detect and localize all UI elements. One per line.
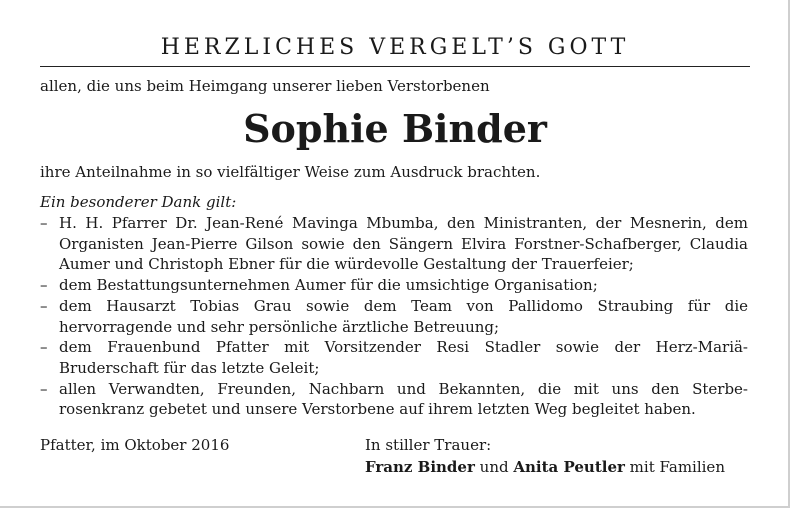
thanks-item-text: H. H. Pfarrer Dr. Jean-René Mavinga Mbumba, den Ministranten, der Mesnerin, dem Organisten Jean-Pierre Gilson sowie den Sängern Elvira Forstner-Schafberger, Claudia Aumer und Christoph Ebner für die würdevolle Gestaltung der Trauerfeier; (59, 214, 748, 274)
list-bullet: – (40, 214, 48, 232)
list-bullet: – (40, 296, 48, 315)
thanks-heading: Ein besonderer Dank gilt: (40, 193, 237, 211)
thanks-item (40, 275, 748, 296)
thanks-item-text: dem Bestattungsunternehmen Aumer für die umsichtige Organisation; (59, 276, 598, 295)
heading-divider (40, 66, 750, 67)
mourners-suffix: mit Familien (629, 458, 725, 476)
intro-text: allen, die uns beim Heimgang unserer lieben Verstorbenen (40, 77, 490, 95)
thanks-item-text: dem Frauenbund Pfatter mit Vorsitzender Resi Stadler sowie der Herz-Mariä-Bruderschaft für das letzte Geleit; (59, 338, 748, 377)
list-bullet: – (40, 338, 48, 357)
list-bullet: – (40, 379, 48, 398)
place-date: Pfatter, im Oktober 2016 (40, 436, 230, 454)
thanks-item (40, 337, 748, 378)
deceased-name: Sophie Binder (243, 106, 547, 151)
thanks-item (40, 296, 748, 337)
mourners-connector: und (479, 458, 509, 476)
closing-text: ihre Anteilnahme in so vielfältiger Weise zum Ausdruck brachten. (40, 163, 541, 181)
mourner-name-1: Franz Binder (365, 458, 475, 476)
thanks-item-text: allen Verwandten, Freunden, Nachbarn und Bekannten, die mit uns den Sterbe-rosenkranz gebetet und unsere Verstorbene auf ihrem letzten Weg begleitet haben. (59, 379, 748, 419)
thanks-item (40, 213, 748, 275)
mourners-block (365, 434, 725, 478)
mourners-line (365, 456, 725, 478)
thanks-item (40, 379, 748, 420)
thanks-list (40, 213, 748, 420)
mourning-label: In stiller Trauer: (365, 436, 492, 454)
notice-heading: HERZLICHES VERGELT’S GOTT (160, 35, 630, 60)
thanks-item-text: dem Hausarzt Tobias Grau sowie dem Team von Pallidomo Straubing für die hervorragende und sehr persönliche ärztliche Betreuung; (59, 296, 748, 336)
list-bullet: – (40, 276, 48, 295)
mourner-name-2: Anita Peutler (513, 458, 625, 476)
